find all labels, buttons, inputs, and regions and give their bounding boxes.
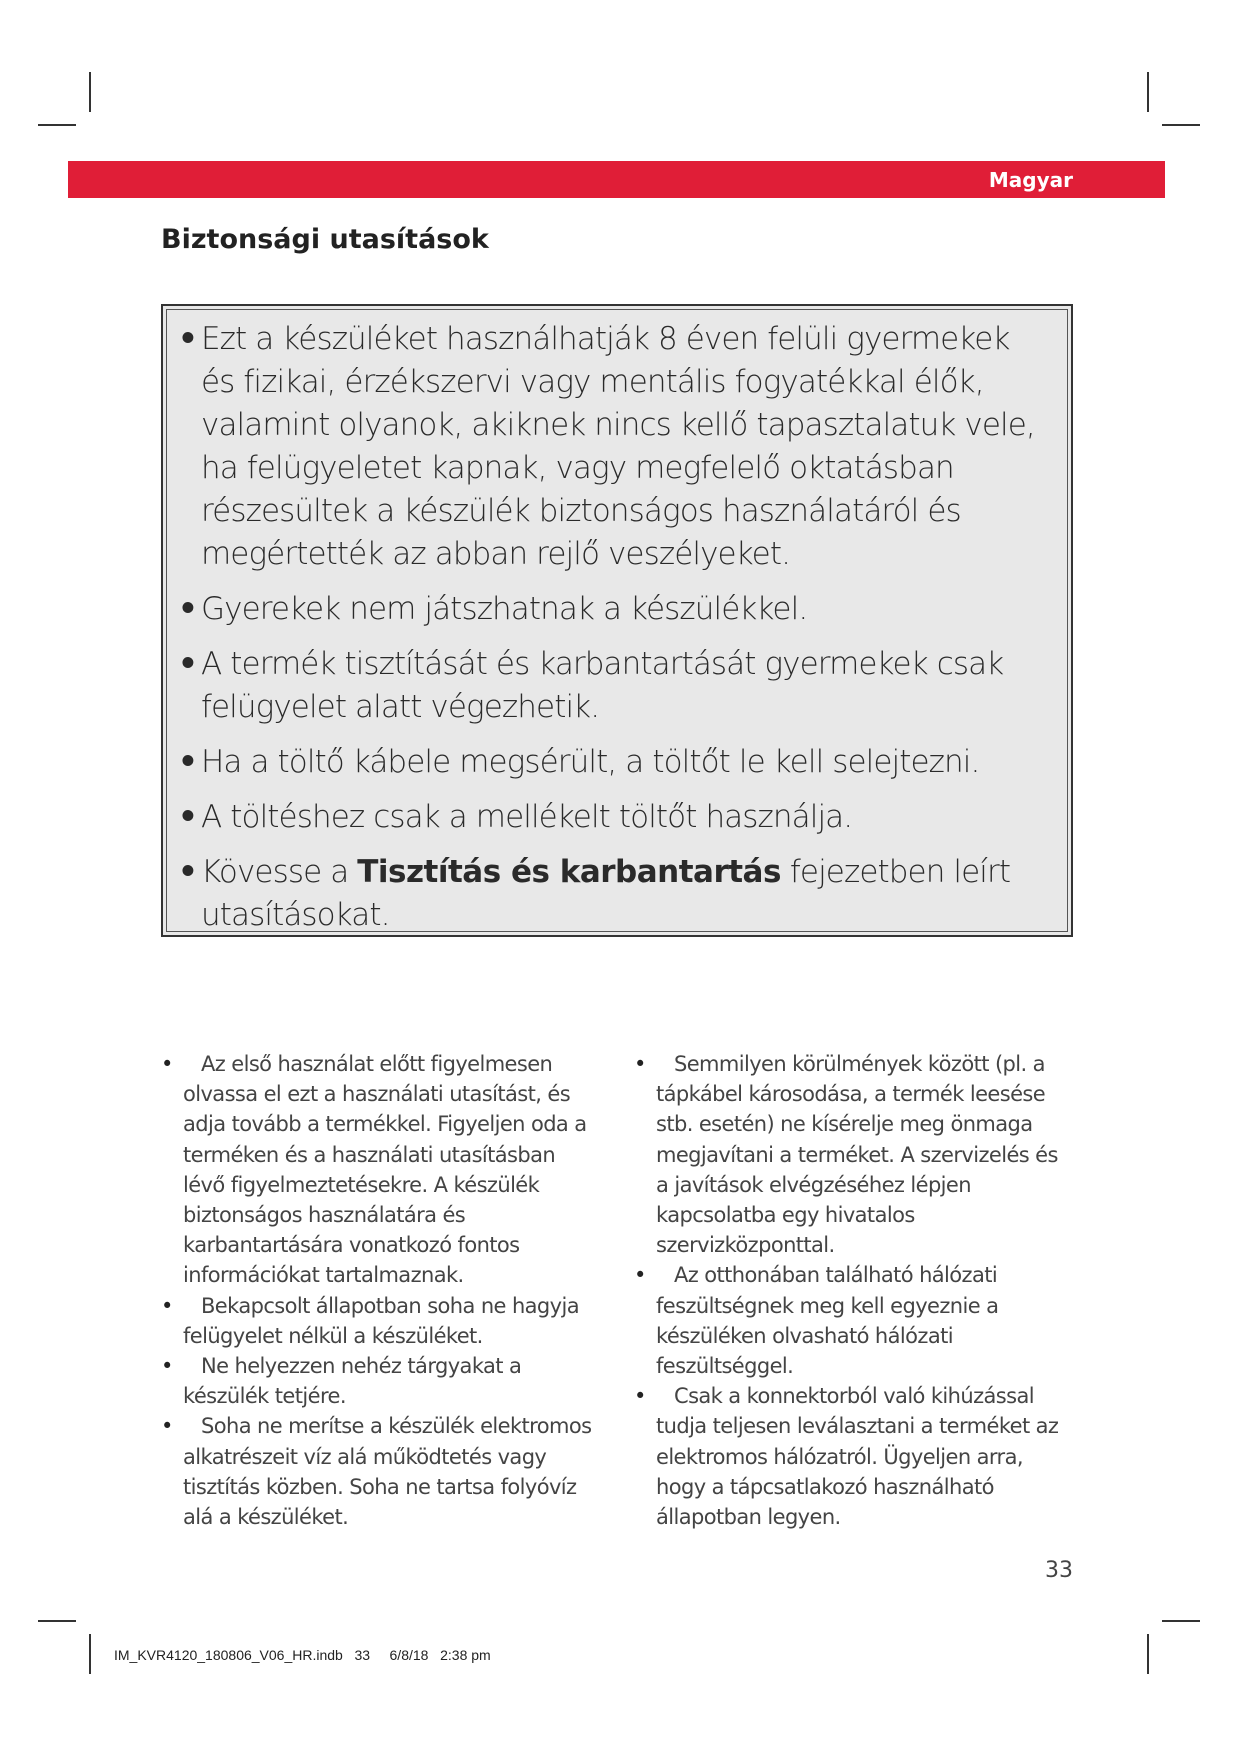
bullet-icon: • [634,1052,646,1076]
language-header-bar [68,161,1165,198]
crop-mark-bottom-right-horizontal [1162,1620,1200,1622]
warning-item: • Ha a töltő kábele megsérült, a töltőt le kell selejtezni. [178,741,1051,784]
list-item: • Soha ne merítse a készülék elektromos alkatrészeit víz alá működtetés vagy tisztítás közben. Soha ne tartsa folyóvíz alá a készüléket. [161,1411,601,1532]
crop-mark-top-left-vertical [89,72,91,112]
bullet-icon: • [634,1263,646,1288]
crop-mark-bottom-left-horizontal [38,1620,76,1622]
print-slug: IM_KVR4120_180806_V06_HR.indb 33 6/8/18 2:38 pm [114,1647,491,1663]
bullet-icon: • [161,1354,173,1379]
bullet-icon: • [161,1293,173,1318]
list-item: • Semmilyen körülmények között (pl. a tápkábel károsodása, a termék leesése stb. esetén) ne kísérelje meg önmaga megjavítani a terméket. A szervizelés és a javítások elvégzéséhez lépjen kapcsolatba egy hivatalos szervizközponttal. [634,1049,1074,1260]
language-label: Magyar [988,167,1073,192]
bullet-icon: • [178,591,197,627]
warning-item: • Gyerekek nem játszhatnak a készülékkel. [178,588,1051,631]
crop-mark-top-right-vertical [1147,72,1149,112]
safety-warning-box [161,304,1073,937]
list-item: • Az első használat előtt figyelmesen olvassa el ezt a használati utasítást, és adja tovább a termékkel. Figyeljen oda a terméken és a használati utasításban lévő figyelmeztetésekre. A készülék biztonságos használatára és karbantartására vonatkozó fontos információkat tartalmaznak. [161,1049,601,1291]
page-title: Biztonsági utasítások [161,224,489,255]
list-item: • Ne helyezzen nehéz tárgyakat a készülék tetjére. [161,1351,601,1411]
crop-mark-top-left-horizontal [38,124,76,126]
bullet-icon: • [161,1414,173,1439]
warning-item: • A töltéshez csak a mellékelt töltőt használja. [178,796,1051,839]
bullet-icon: • [178,321,197,357]
right-instruction-column [634,1049,1074,1532]
bullet-icon: • [634,1384,646,1409]
page-number: 33 [1045,1558,1073,1583]
warning-item: • Ezt a készüléket használhatják 8 éven felüli gyermekek és fizikai, érzékszervi vagy mentális fogyatékkal élők, valamint olyanok, akiknek nincs kellő tapasztalatuk vele, ha felügyeletet kapnak, vagy megfelelő oktatásban részesültek a készülék biztonságos használatáról és megértették az abban rejlő veszélyeket. [178,318,1051,576]
crop-mark-bottom-left-vertical [89,1634,91,1674]
list-item: • Az otthonában található hálózati feszültségnek meg kell egyeznie a készüléken olvasható hálózati feszültséggel. [634,1260,1074,1381]
warning-item: • Kövesse a Tisztítás és karbantartás fejezetben leírt utasításokat. [178,851,1051,937]
bullet-icon: • [178,799,197,835]
bullet-icon: • [178,744,197,780]
chapter-reference: Tisztítás és karbantartás [357,854,781,890]
left-instruction-list [161,1049,601,1532]
bullet-icon: • [161,1052,173,1076]
warning-list [163,306,1071,937]
left-instruction-column [161,1049,601,1532]
crop-mark-bottom-right-vertical [1147,1634,1149,1674]
list-item: • Bekapcsolt állapotban soha ne hagyja felügyelet nélkül a készüléket. [161,1291,601,1351]
bullet-icon: • [178,854,197,890]
list-item: • Csak a konnektorból való kihúzással tudja teljesen leválasztani a terméket az elektromos hálózatról. Ügyeljen arra, hogy a tápcsatlakozó használható állapotban legyen. [634,1381,1074,1532]
warning-item: • A termék tisztítását és karbantartását gyermekek csak felügyelet alatt végezhetik. [178,643,1051,729]
right-instruction-list [634,1049,1074,1532]
crop-mark-top-right-horizontal [1162,124,1200,126]
bullet-icon: • [178,646,197,682]
